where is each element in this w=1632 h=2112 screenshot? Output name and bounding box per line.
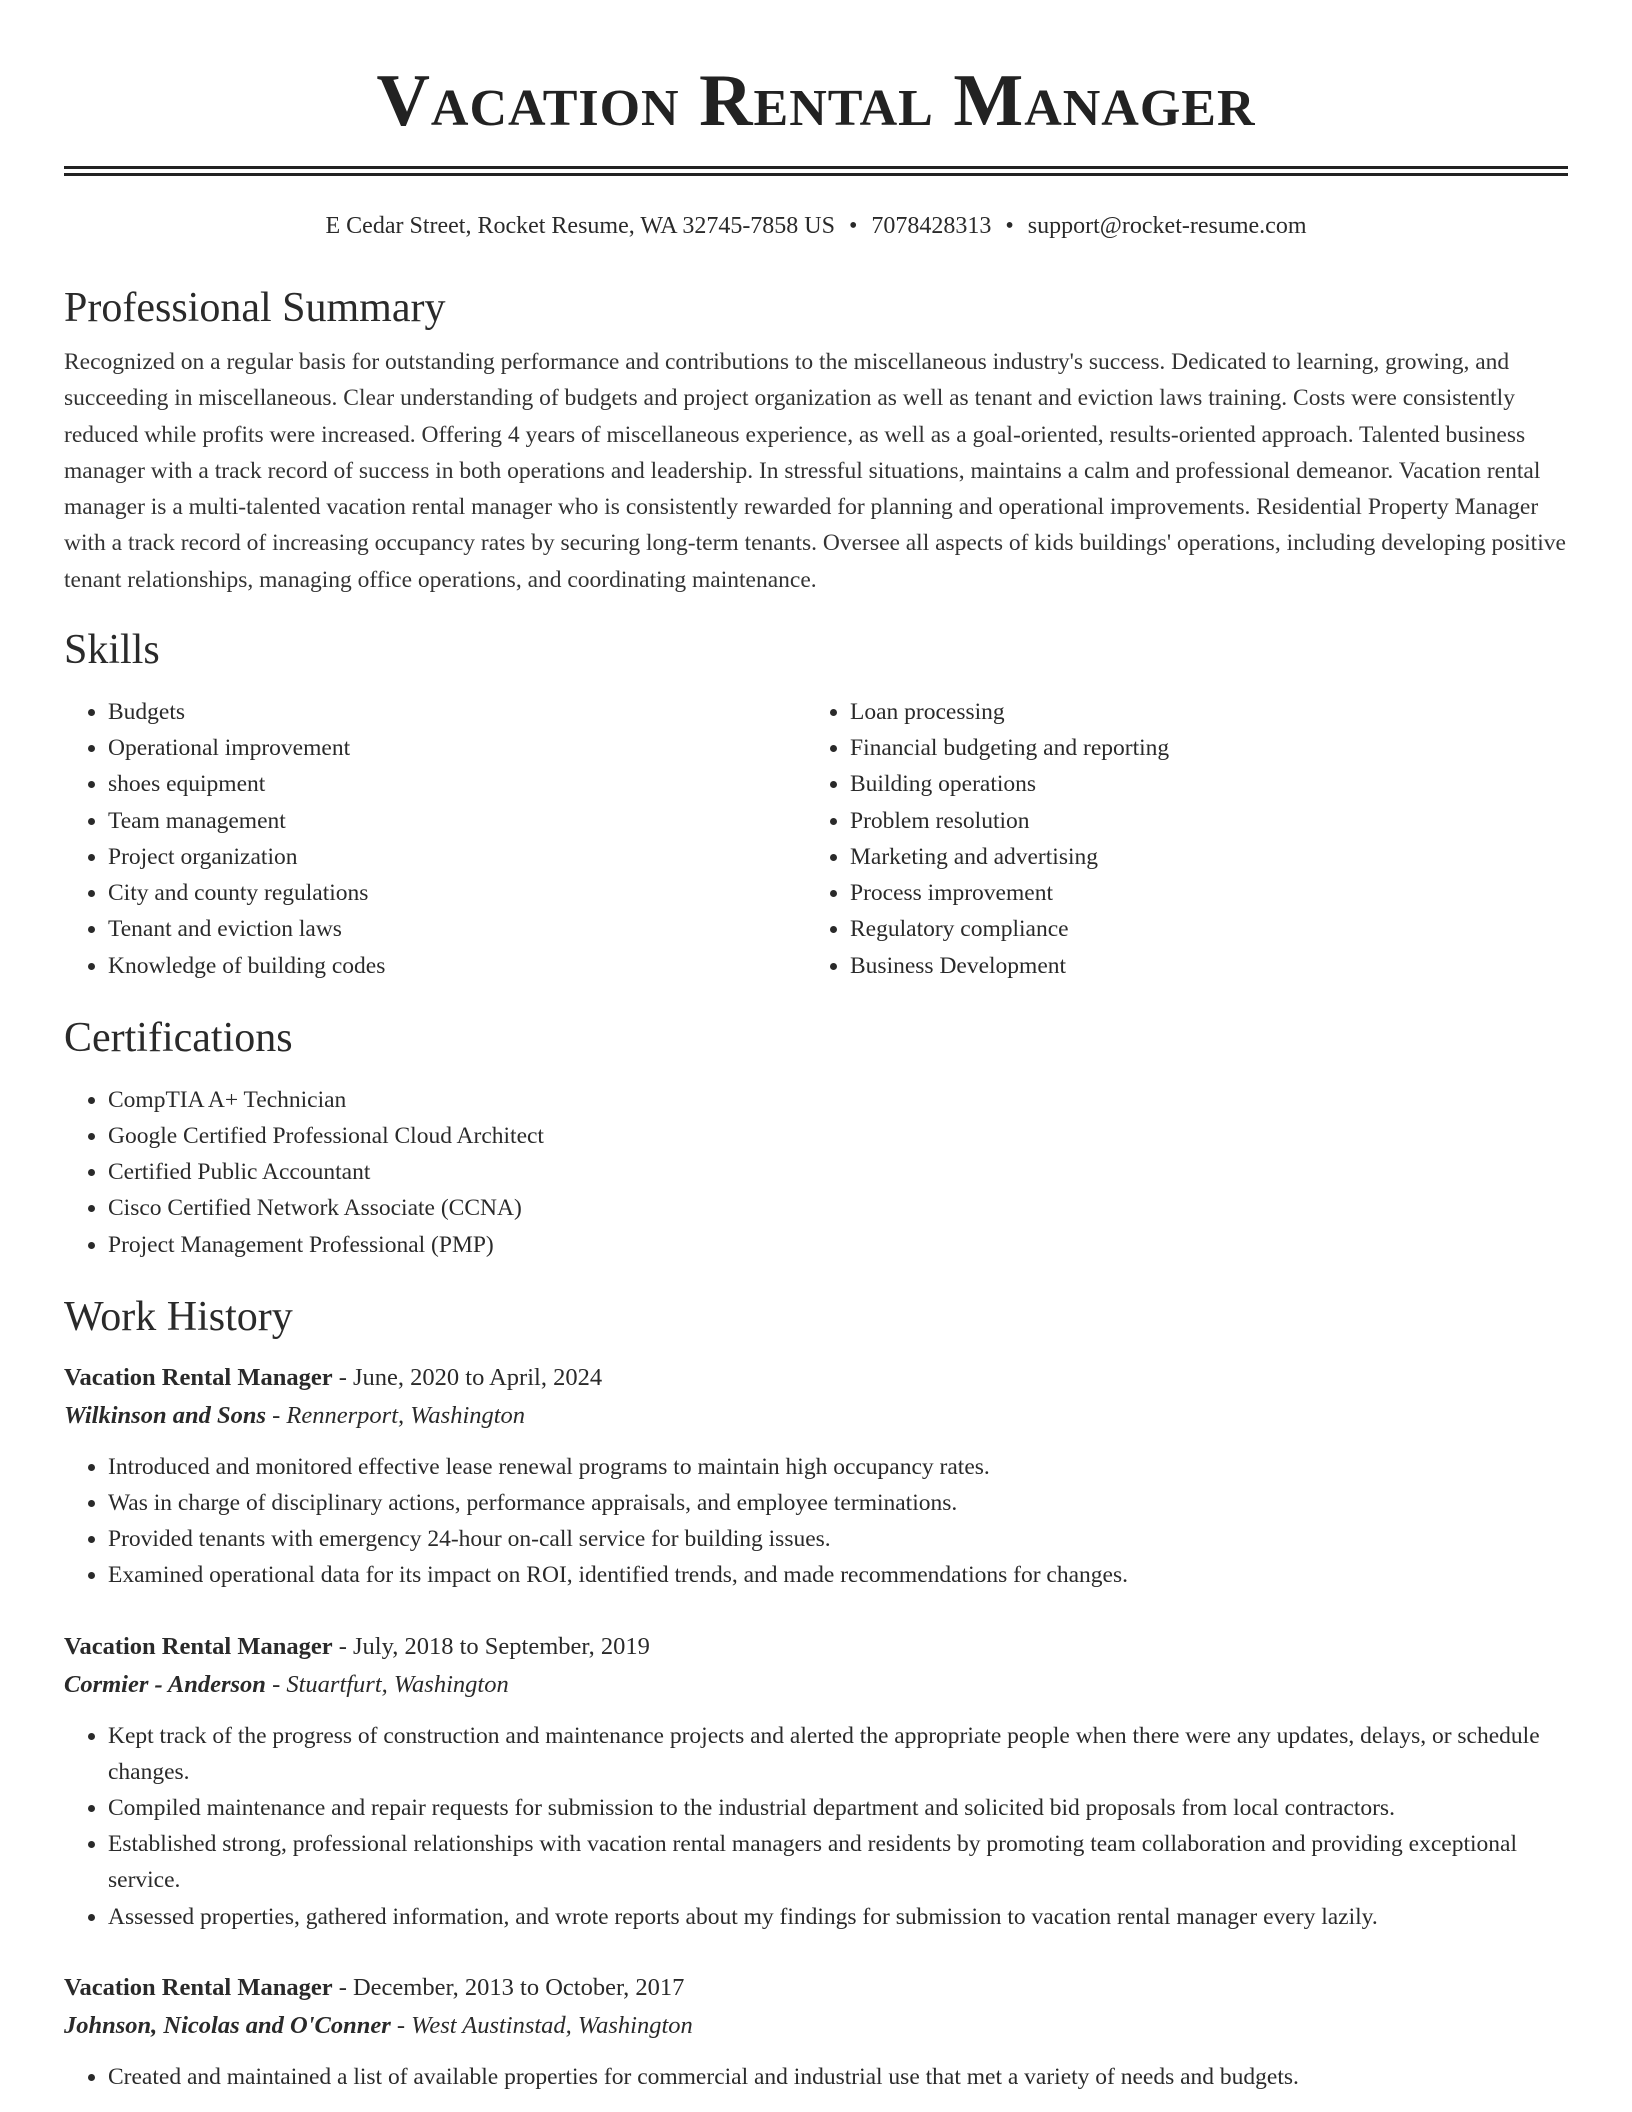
job-bullet: • Kept track of the progress of construction and maintenance projects and alerted the appropriate people when there were any updates, delays, or schedule changes.	[108, 1718, 1568, 1790]
job-bullet: • Was in charge of disciplinary actions, performance appraisals, and employee terminations.	[108, 1485, 1568, 1521]
skill-item: • Problem resolution	[850, 803, 1548, 839]
job-dates: - July, 2018 to September, 2019	[332, 1632, 650, 1660]
skill-item: • Tenant and eviction laws	[108, 911, 806, 947]
job-company: Johnson, Nicolas and O'Conner	[64, 2011, 391, 2039]
skill-item: • shoes equipment	[108, 766, 806, 802]
job-bullet: • Compiled maintenance and repair requests for submission to the industrial department and solicited bid proposals from local contractors.	[108, 1790, 1568, 1826]
skill-item: • Project organization	[108, 839, 806, 875]
header-double-rule	[64, 166, 1568, 176]
job-location: - West Austinstad, Washington	[390, 2011, 693, 2039]
contact-line	[64, 210, 1568, 242]
job-bullet: • Assessed properties, gathered information, and wrote reports about my findings for submission to vacation rental manager every lazily.	[108, 1899, 1568, 1935]
skill-item: • Knowledge of building codes	[108, 948, 806, 984]
job-bullet: • Examined operational data for its impact on ROI, identified trends, and made recommendations for changes.	[108, 1557, 1568, 1593]
contact-address: E Cedar Street, Rocket Resume, WA 32745-7858 US	[325, 213, 835, 239]
job-bullets	[64, 2059, 1568, 2095]
certification-item: • Certified Public Accountant	[108, 1154, 1568, 1190]
job-title-line	[64, 1628, 1568, 1666]
job-location: - Rennerport, Washington	[266, 1401, 526, 1429]
job-dates: - June, 2020 to April, 2024	[332, 1363, 603, 1391]
job-dates: - December, 2013 to October, 2017	[332, 1973, 685, 2001]
skill-item: • Operational improvement	[108, 730, 806, 766]
contact-email: support@rocket-resume.com	[1027, 213, 1307, 239]
certification-item: • CompTIA A+ Technician	[108, 1082, 1568, 1118]
job-bullet: • Provided tenants with emergency 24-hour on-call service for building issues.	[108, 1521, 1568, 1557]
summary-text: Recognized on a regular basis for outstanding performance and contributions to the miscellaneous industry's success. Dedicated to learning, growing, and succeeding in miscellaneous. Clear understanding of budgets and project organization as well as tenant and eviction laws training. Costs were consistently reduced while profits were increased. Offering 4 years of miscellaneous experience, as well as a goal-oriented, results-oriented approach. Talented business manager with a track record of success in both operations and leadership. In stressful situations, maintains a calm and professional demeanor. Vacation rental manager is a multi-talented vacation rental manager who is consistently rewarded for planning and operational improvements. Residential Property Manager with a track record of increasing occupancy rates by securing long-term tenants. Oversee all aspects of kids buildings' operations, including developing positive tenant relationships, managing office operations, and coordinating maintenance.	[64, 349, 1566, 593]
job-company: Cormier - Anderson	[64, 1670, 266, 1698]
job-company: Wilkinson and Sons	[64, 1401, 266, 1429]
skill-item: • Budgets	[108, 694, 806, 730]
skill-item: • Business Development	[850, 948, 1548, 984]
job-bullet: • Introduced and monitored effective lease renewal programs to maintain high occupancy rates.	[108, 1449, 1568, 1485]
job-bullets	[64, 1449, 1568, 1594]
job-entry	[64, 1969, 1568, 2095]
job-title: Vacation Rental Manager	[64, 1973, 333, 2001]
skill-item: • Financial budgeting and reporting	[850, 730, 1548, 766]
job-bullets	[64, 1718, 1568, 1935]
job-company-line	[64, 2007, 1568, 2045]
job-location: - Stuartfurt, Washington	[265, 1670, 509, 1698]
skill-item: • Building operations	[850, 766, 1548, 802]
skill-item: • Team management	[108, 803, 806, 839]
job-company-line	[64, 1397, 1568, 1435]
certifications-heading: Certifications	[64, 1014, 293, 1061]
skill-item: • Loan processing	[850, 694, 1548, 730]
resume-name: Vacation Rental Manager	[376, 60, 1256, 142]
job-title: Vacation Rental Manager	[64, 1632, 333, 1660]
job-entry	[64, 1359, 1568, 1594]
skills-list-right	[806, 694, 1548, 984]
skill-item: • Process improvement	[850, 875, 1548, 911]
work-history-heading: Work History	[64, 1293, 293, 1340]
skills-column-right	[806, 694, 1548, 984]
job-title-line	[64, 1969, 1568, 2007]
certifications-list	[64, 1082, 1568, 1263]
skills-column-left	[64, 694, 806, 984]
job-bullet: • Created and maintained a list of available properties for commercial and industrial use that met a variety of needs and budgets.	[108, 2059, 1568, 2095]
contact-separator: •	[848, 213, 858, 239]
contact-separator: •	[1005, 213, 1014, 239]
job-company-line	[64, 1666, 1568, 1704]
resume-page	[64, 0, 1568, 2095]
job-title: Vacation Rental Manager	[64, 1363, 333, 1391]
skill-item: • City and county regulations	[108, 875, 806, 911]
certification-item: • Google Certified Professional Cloud Architect	[108, 1118, 1568, 1154]
skills-heading: Skills	[64, 627, 160, 674]
certification-item: • Cisco Certified Network Associate (CCNA)	[108, 1190, 1568, 1226]
skills-columns	[64, 694, 1568, 984]
skill-item: • Regulatory compliance	[850, 911, 1548, 947]
job-bullet: • Established strong, professional relationships with vacation rental managers and residents by promoting team collaboration and providing exceptional service.	[108, 1826, 1568, 1898]
summary-heading: Professional Summary	[64, 285, 446, 331]
skill-item: • Marketing and advertising	[850, 839, 1548, 875]
job-title-line	[64, 1359, 1568, 1397]
contact-phone: 7078428313	[871, 213, 992, 239]
skills-list-left	[64, 694, 806, 984]
job-entry	[64, 1628, 1568, 1935]
certification-item: • Project Management Professional (PMP)	[108, 1227, 1568, 1263]
